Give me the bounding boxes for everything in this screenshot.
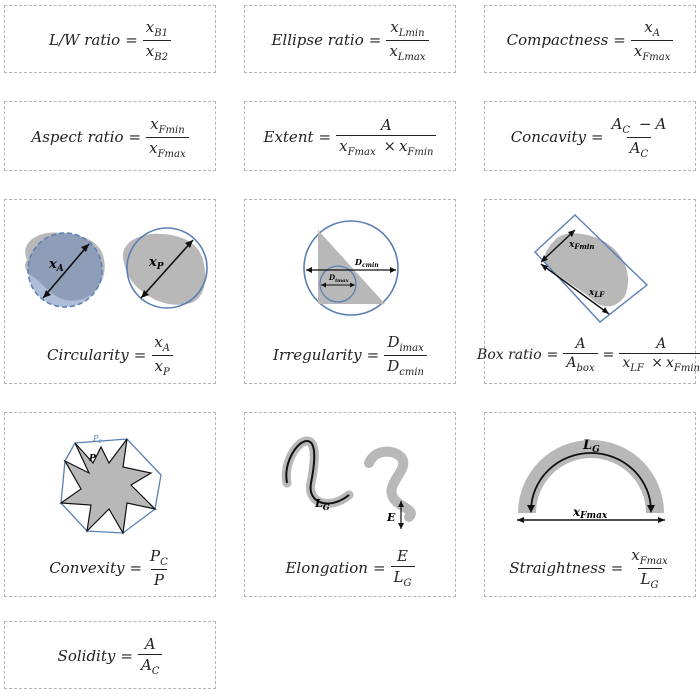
- circularity-fig-label-p: $x_P$: [149, 255, 164, 272]
- irregularity-fig-label-d1: $D_{cmin}$: [355, 257, 379, 269]
- elongation-card: [244, 412, 456, 597]
- box-ratio-figure: [485, 200, 697, 330]
- ellipse-ratio-card: [244, 5, 456, 73]
- elongation-curve-gray: [286, 441, 349, 504]
- straightness-card: [484, 412, 696, 597]
- aspect-ratio-card: [4, 101, 216, 171]
- irregularity-figure: [245, 200, 457, 330]
- compactness-formula: Compactness = $\frac{x_A}{x_{Fmax}}$: [485, 6, 695, 74]
- lw-ratio-formula: L/W ratio = $\frac{x_{B1}}{x_{B2}}$: [5, 6, 215, 74]
- concavity-label: Concavity: [510, 128, 586, 146]
- ellipse-ratio-label: Ellipse ratio: [271, 31, 364, 49]
- elongation-curve-right: [369, 452, 411, 517]
- irregularity-label: Irregularity: [273, 346, 362, 364]
- convexity-card: [4, 412, 216, 597]
- concavity-formula: Concavity = $\frac{A_C - A}{A_C}$: [510, 114, 667, 160]
- solidity-label: Solidity: [57, 647, 116, 665]
- convexity-formula: Convexity = $\frac{P_C}{P}$: [49, 547, 168, 589]
- extent-label: Extent: [263, 128, 314, 146]
- ellipse-ratio-formula: Ellipse ratio = $\frac{x_{Lmin}}{x_{Lmax}}$: [245, 6, 455, 74]
- circularity-figure: [5, 200, 217, 330]
- elongation-formula: Elongation = $\frac{E}{L_G}$: [245, 548, 455, 588]
- convexity-figure: [5, 413, 217, 543]
- box-ratio-fig-label-lf: $x_{LF}$: [589, 288, 605, 299]
- aspect-ratio-label: Aspect ratio: [31, 128, 124, 146]
- box-ratio-label: Box ratio: [477, 347, 542, 363]
- circularity-fig-label-a: $x_A$: [49, 257, 64, 274]
- straightness-fig-label-fmax: xFmax: [573, 505, 608, 521]
- lw-ratio-label: L/W ratio: [49, 31, 121, 49]
- compactness-label: Compactness: [506, 31, 609, 49]
- extent-card: [244, 101, 456, 171]
- circularity-card: [4, 199, 216, 384]
- straightness-label: Straightness: [509, 559, 606, 577]
- extent-formula: Extent = $\frac{A}{x_{Fmax} \times x_{Fmin}}$: [245, 102, 455, 172]
- circularity-label: Circularity: [47, 346, 129, 364]
- lw-ratio-card: [4, 5, 216, 73]
- straightness-figure: [485, 413, 697, 543]
- irregularity-formula: Irregularity = $\frac{D_{imax}}{D_{cmin}}$: [245, 335, 455, 375]
- straightness-fig-label-lg: $L_G$: [583, 438, 600, 455]
- solidity-card: [4, 621, 216, 689]
- irregularity-fig-label-d2: $D_{imax}$: [329, 273, 349, 284]
- elongation-fig-label-e: E: [387, 511, 396, 524]
- circularity-formula: Circularity = $\frac{x_A}{x_P}$: [5, 335, 215, 375]
- elongation-figure: [245, 413, 457, 543]
- convexity-fig-label-p: P: [89, 454, 96, 464]
- box-ratio-card: [477, 199, 700, 384]
- solidity-formula: Solidity = $\frac{A}{A_C}$: [5, 622, 215, 690]
- box-ratio-formula: Box ratio = $\frac{A}{A_{box}}$ = $\frac{A}{x_{LF} \times x_{Fmin}}$: [485, 335, 695, 375]
- convexity-fig-label-pc: $P_c$: [93, 434, 102, 445]
- concavity-card: [484, 101, 696, 171]
- irregularity-card: [244, 199, 456, 384]
- aspect-ratio-formula: Aspect ratio = $\frac{x_{Fmin}}{x_{Fmax}}$: [5, 102, 215, 172]
- compactness-card: [484, 5, 696, 73]
- box-ratio-fig-label-fmin: $x_{Fmin}$: [569, 240, 595, 251]
- straightness-formula: Straightness = $\frac{x_{Fmax}}{L_G}$: [509, 545, 668, 591]
- circularity-area-circle: [28, 233, 102, 307]
- elongation-label: Elongation: [285, 559, 368, 577]
- elongation-fig-label-lg: $L_G$: [315, 497, 330, 512]
- convexity-label: Convexity: [49, 559, 125, 577]
